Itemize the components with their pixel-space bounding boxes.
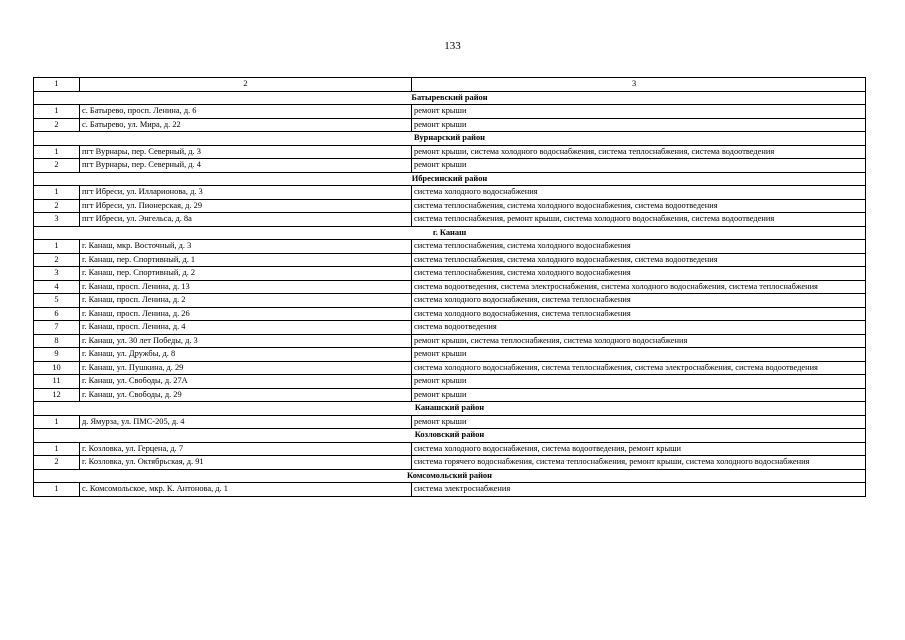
row-works: система холодного водоснабжения, система водоотведения, ремонт крыши xyxy=(412,442,866,456)
column-number-2: 2 xyxy=(80,78,412,92)
table-row xyxy=(34,267,866,281)
row-works: ремонт крыши xyxy=(412,348,866,362)
row-number: 5 xyxy=(34,294,80,308)
row-works: ремонт крыши xyxy=(412,159,866,173)
row-works: система электроснабжения xyxy=(412,483,866,497)
district-name: Батыревский район xyxy=(34,91,866,105)
row-address: д. Ямурза, ул. ПМС-205, д. 4 xyxy=(80,415,412,429)
district-row xyxy=(34,226,866,240)
row-works: система водоотведения, система электроснабжения, система холодного водоснабжения, система теплоснабжения xyxy=(412,280,866,294)
row-number: 1 xyxy=(34,415,80,429)
row-works: система теплоснабжения, ремонт крыши, система холодного водоснабжения, система водоотведения xyxy=(412,213,866,227)
row-address: пгт Ибреси, ул. Илларионова, д. 3 xyxy=(80,186,412,200)
table-row xyxy=(34,321,866,335)
row-address: г. Канаш, просп. Ленина, д. 4 xyxy=(80,321,412,335)
row-address: г. Козловка, ул. Октябрьская, д. 91 xyxy=(80,456,412,470)
table-row xyxy=(34,388,866,402)
row-works: система холодного водоснабжения xyxy=(412,186,866,200)
table-row xyxy=(34,442,866,456)
row-address: пгт Вурнары, пер. Северный, д. 4 xyxy=(80,159,412,173)
row-number: 2 xyxy=(34,456,80,470)
row-number: 1 xyxy=(34,145,80,159)
column-number-1: 1 xyxy=(34,78,80,92)
district-name: Канашский район xyxy=(34,402,866,416)
row-works: ремонт крыши xyxy=(412,415,866,429)
row-works: система теплоснабжения, система холодного водоснабжения, система водоотведения xyxy=(412,199,866,213)
table-row xyxy=(34,361,866,375)
table-row xyxy=(34,253,866,267)
table-row xyxy=(34,294,866,308)
table-row xyxy=(34,213,866,227)
row-number: 1 xyxy=(34,105,80,119)
row-number: 3 xyxy=(34,267,80,281)
table-row xyxy=(34,105,866,119)
table-row xyxy=(34,145,866,159)
table-row xyxy=(34,159,866,173)
row-address: г. Канаш, просп. Ленина, д. 2 xyxy=(80,294,412,308)
row-number: 1 xyxy=(34,442,80,456)
district-row xyxy=(34,429,866,443)
district-name: Ибресинский район xyxy=(34,172,866,186)
row-number: 3 xyxy=(34,213,80,227)
row-works: ремонт крыши, система теплоснабжения, система холодного водоснабжения xyxy=(412,334,866,348)
row-number: 10 xyxy=(34,361,80,375)
district-name: Комсомольский район xyxy=(34,469,866,483)
row-works: система теплоснабжения, система холодного водоснабжения xyxy=(412,267,866,281)
column-number-row xyxy=(34,78,866,92)
row-works: система холодного водоснабжения, система теплоснабжения xyxy=(412,307,866,321)
row-number: 7 xyxy=(34,321,80,335)
row-number: 2 xyxy=(34,159,80,173)
row-works: система водоотведения xyxy=(412,321,866,335)
row-address: с. Комсомольское, мкр. К. Антонова, д. 1 xyxy=(80,483,412,497)
row-address: г. Канаш, просп. Ленина, д. 26 xyxy=(80,307,412,321)
row-number: 1 xyxy=(34,483,80,497)
district-row xyxy=(34,172,866,186)
district-name: Вурнарский район xyxy=(34,132,866,146)
row-number: 8 xyxy=(34,334,80,348)
table-row xyxy=(34,375,866,389)
row-address: с. Батырево, просп. Ленина, д. 6 xyxy=(80,105,412,119)
row-address: г. Канаш, ул. Свободы, д. 27А xyxy=(80,375,412,389)
row-address: г. Козловка, ул. Герцена, д. 7 xyxy=(80,442,412,456)
repair-register-table xyxy=(33,77,866,497)
table-row xyxy=(34,348,866,362)
row-address: г. Канаш, мкр. Восточный, д. 3 xyxy=(80,240,412,254)
row-address: г. Канаш, пер. Спортивный, д. 1 xyxy=(80,253,412,267)
row-number: 12 xyxy=(34,388,80,402)
row-works: система холодного водоснабжения, система теплоснабжения, система электроснабжения, система водоотведения xyxy=(412,361,866,375)
table-row xyxy=(34,307,866,321)
row-number: 2 xyxy=(34,199,80,213)
row-address: г. Канаш, ул. Пушкина, д. 29 xyxy=(80,361,412,375)
row-address: г. Канаш, пер. Спортивный, д. 2 xyxy=(80,267,412,281)
row-works: ремонт крыши xyxy=(412,118,866,132)
row-address: г. Канаш, ул. 30 лет Победы, д. 3 xyxy=(80,334,412,348)
table-row xyxy=(34,186,866,200)
row-number: 2 xyxy=(34,118,80,132)
table-row xyxy=(34,118,866,132)
row-address: г. Канаш, ул. Свободы, д. 29 xyxy=(80,388,412,402)
table-row xyxy=(34,240,866,254)
row-works: ремонт крыши xyxy=(412,105,866,119)
row-number: 4 xyxy=(34,280,80,294)
table-row xyxy=(34,199,866,213)
row-number: 1 xyxy=(34,240,80,254)
row-number: 11 xyxy=(34,375,80,389)
table-row xyxy=(34,415,866,429)
row-works: ремонт крыши, система холодного водоснабжения, система теплоснабжения, система водоотведения xyxy=(412,145,866,159)
page-number: 133 xyxy=(444,40,461,52)
column-number-3: 3 xyxy=(412,78,866,92)
district-row xyxy=(34,132,866,146)
row-number: 9 xyxy=(34,348,80,362)
table-row xyxy=(34,280,866,294)
row-address: пгт Ибреси, ул. Энгельса, д. 8а xyxy=(80,213,412,227)
row-works: система холодного водоснабжения, система теплоснабжения xyxy=(412,294,866,308)
table-row xyxy=(34,334,866,348)
row-address: с. Батырево, ул. Мира, д. 22 xyxy=(80,118,412,132)
table-row xyxy=(34,483,866,497)
register-body xyxy=(34,78,866,497)
row-address: пгт Ибреси, ул. Пионерская, д. 29 xyxy=(80,199,412,213)
district-name: г. Канаш xyxy=(34,226,866,240)
row-number: 2 xyxy=(34,253,80,267)
row-number: 1 xyxy=(34,186,80,200)
row-address: пгт Вурнары, пер. Северный, д. 3 xyxy=(80,145,412,159)
row-works: система теплоснабжения, система холодного водоснабжения xyxy=(412,240,866,254)
row-number: 6 xyxy=(34,307,80,321)
row-works: ремонт крыши xyxy=(412,388,866,402)
row-works: система теплоснабжения, система холодного водоснабжения, система водоотведения xyxy=(412,253,866,267)
row-works: система горячего водоснабжения, система теплоснабжения, ремонт крыши, система холодного водоснабжения xyxy=(412,456,866,470)
row-address: г. Канаш, ул. Дружбы, д. 8 xyxy=(80,348,412,362)
district-row xyxy=(34,469,866,483)
row-works: ремонт крыши xyxy=(412,375,866,389)
table-row xyxy=(34,456,866,470)
row-address: г. Канаш, просп. Ленина, д. 13 xyxy=(80,280,412,294)
district-row xyxy=(34,91,866,105)
district-name: Козловский район xyxy=(34,429,866,443)
district-row xyxy=(34,402,866,416)
